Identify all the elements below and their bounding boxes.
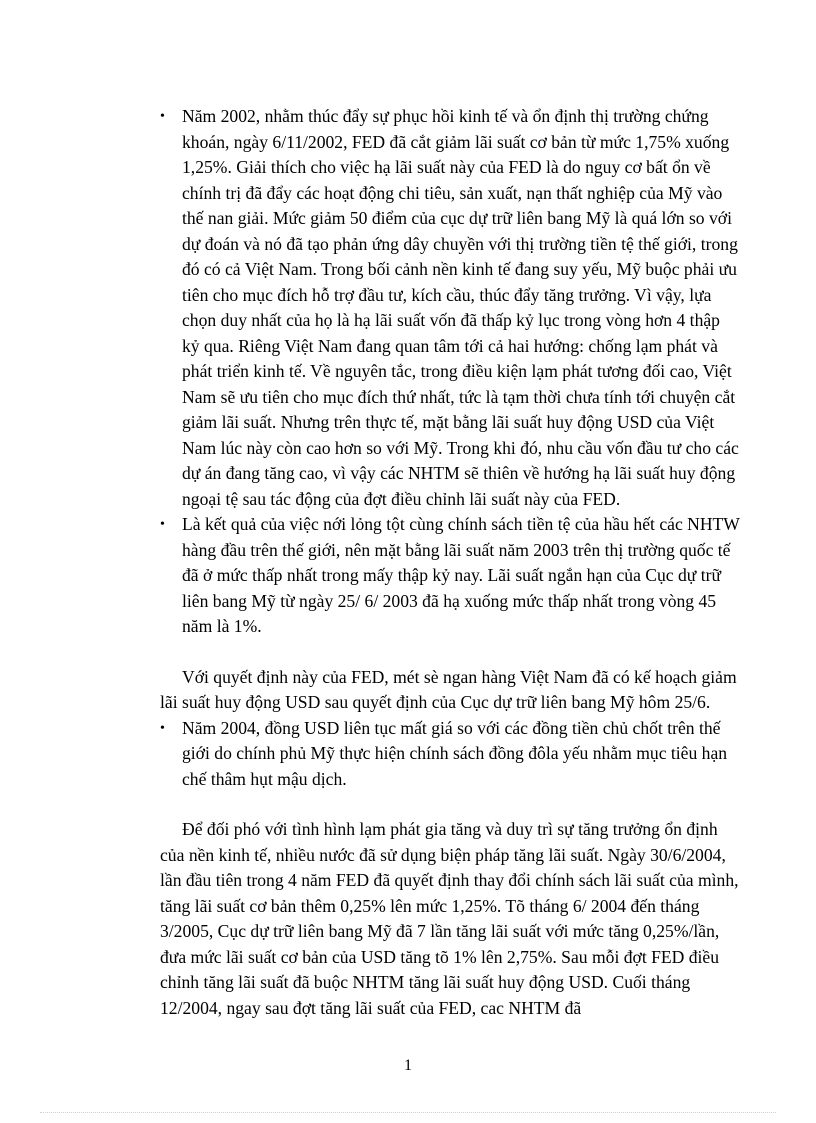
bullet-paragraph — [160, 512, 740, 640]
spacer — [160, 640, 740, 665]
spacer — [160, 792, 740, 817]
paragraph-text: Là kết quả của việc nới lỏng tột cùng chính sách tiền tệ của hầu hết các NHTW hàng đầu trên thế giới, nên mặt bằng lãi suất năm 2003 trên thị trường quốc tế đã ở mức thấp nhất trong mấy thập kỷ nay. Lãi suất ngắn hạn của Cục dự trữ liên bang Mỹ từ ngày 25/ 6/ 2003 đã hạ xuống mức thấp nhất trong vòng 45 năm là 1%. — [182, 514, 740, 636]
page-bottom-divider — [40, 1112, 776, 1113]
bullet-paragraph — [160, 104, 740, 512]
bullet-paragraph — [160, 716, 740, 793]
bullet-icon: • — [160, 720, 165, 736]
indented-paragraph: Để đối phó với tình hình lạm phát gia tăng và duy trì sự tăng trưởng ổn định của nền kinh tế, nhiều nước đã sử dụng biện pháp tăng lãi suất. Ngày 30/6/2004, lần đầu tiên trong 4 năm FED đã quyết định thay đổi chính sách lãi suất của mình, tăng lãi suất cơ bản thêm 0,25% lên mức 1,25%. Tõ tháng 6/ 2004 đến tháng 3/2005, Cục dự trữ liên bang Mỹ đã 7 lần tăng lãi suất với mức tăng 0,25%/lần, đưa mức lãi suất cơ bản của USD tăng tõ 1% lên 2,75%. Sau mỗi đợt FED điều chỉnh tăng lãi suất đã buộc NHTM tăng lãi suất huy động USD. Cuối tháng 12/2004, ngay sau đợt tăng lãi suất của FED, cac NHTM đã — [160, 819, 739, 1018]
page-number: 1 — [404, 1057, 412, 1074]
document-body — [160, 104, 740, 1021]
bullet-icon: • — [160, 109, 165, 124]
bullet-icon: • — [160, 517, 165, 532]
paragraph-text: Năm 2002, nhằm thúc đẩy sự phục hồi kinh tế và ổn định thị trường chứng khoán, ngày 6/11/2002, FED đã cắt giảm lãi suất cơ bản từ mức 1,75% xuống 1,25%. Giải thích cho việc hạ lãi suất này của FED là do nguy cơ bất ổn về chính trị đã đẩy các hoạt động chi tiêu, sản xuất, nạn thất nghiệp của Mỹ vào thế nan giải. Mức giảm 50 điểm của cục dự trữ liên bang Mỹ là quá lớn so với dự đoán và nó đã tạo phản ứng dây chuyền với thị trường tiền tệ thế giới, trong đó có cả Việt Nam. Trong bối cảnh nền kinh tế đang suy yếu, Mỹ buộc phải ưu tiên cho mục đích hỗ trợ đầu tư, kích cầu, thúc đẩy tăng trưởng. Vì vậy, lựa chọn duy nhất của họ là hạ lãi suất vốn đã thấp kỷ lục trong vòng hơn 4 thập kỷ qua. Riêng Việt Nam đang quan tâm tới cả hai hướng: chống lạm phát và phát triển kinh tế. Về nguyên tắc, trong điều kiện lạm phát tương đối cao, Việt Nam sẽ ưu tiên cho mục đích thứ nhất, tức là tạm thời chưa tính tới chuyện cắt giảm lãi suất. Nhưng trên thực tế, mặt bằng lãi suất huy động USD của Việt Nam lúc này còn cao hơn so với Mỹ. Trong khi đó, nhu cầu vốn đầu tư cho các dự án đang tăng cao, vì vậy các NHTM sẽ thiên về hướng hạ lãi suất huy động ngoại tệ sau tác động của đợt điều chỉnh lãi suất này của FED. — [182, 106, 739, 509]
paragraph-text: Năm 2004, đồng USD liên tục mất giá so với các đồng tiền chủ chốt trên thế giới do chính phủ Mỹ thực hiện chính sách đồng đôla yếu nhằm mục tiêu hạn chế thâm hụt mậu dịch. — [182, 717, 728, 789]
indented-paragraph: Với quyết định này của FED, mét sè ngan hàng Việt Nam đã có kế hoạch giảm lãi suất huy động USD sau quyết định của Cục dự trữ liên bang Mỹ hôm 25/6. — [160, 666, 737, 712]
